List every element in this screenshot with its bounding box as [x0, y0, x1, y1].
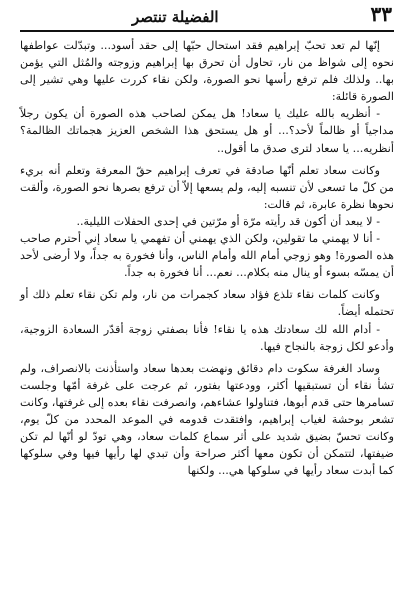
- page-header: [20, 0, 394, 32]
- running-title: الفضيلة تنتصر: [132, 8, 219, 26]
- paragraph: - أنا لا يهمني ما تقولين، ولكن الذي يهمني أن تفهمي يا سعاد إني أحترم صاحب هذه الصورة! وهو زوجي أمام الله وأمام الناس، وأنا فخورة به جداً، ولا أرضى لأحد أن يمسّه بسوء أو ينال منه بكلام... نعم... أنا فخورة به جداً.: [20, 232, 394, 280]
- body-text: [20, 37, 394, 479]
- paragraph: - أنظريه بالله عليك يا سعاد! هل يمكن لصاحب هذه الصورة أن يكون رجلاً مداجياً أو ظالماً لأحد؟... أو هل يستحق هذا الشخص العزيز هجماتك الظالمة؟ أنظريه... يا سعاد لترى صدق ما أقول..: [20, 107, 394, 155]
- paragraph: - أدام الله لك سعادتك هذه يا نقاء! فأنا بصفتي زوجة أقدّر السعادة الزوجية، وأدعو لكل زوجة بالنجاح فيها.: [20, 322, 394, 353]
- paragraph: وساد الغرفة سكوت دام دقائق ونهضت بعدها سعاد واستأذنت بالانصراف، ولم تشأ نقاء أن تستبقيها أكثر، وودعتها بفتور، ثم عرجت على غرفة أمّها وجلست تسامرها حتى قدم أبوها، فتناولوا عشاءهم، وانصرفت نقاء بعده إلى غرفتها، وكانت تشعر بوحشة لغياب إبراهيم، وافتقدت قدومه في الموعد المحدد من كلّ يوم، وكانت تحسّ بضيق شديد على أثر سماع كلمات سعاد، وهي تودّ لو أنّها لم تكن ضيفتها، لتتمكن أن تكون معها أكثر صراحة وأن تبدي لها رأيها فيها وفي سلوكها كما أبدت سعاد رأيها في سلوكها هي... ولكنها: [20, 361, 394, 478]
- paragraph: وكانت سعاد تعلم أنّها صادقة في تعرف إبراهيم حقّ المعرفة وتعلم أنه بريء من كلّ ما تسعى لأن تنسبه إليه، ولم يسعها إلاّ أن ترفع بصرها نحو الصورة، وألقت نحوها نظرة عابرة، ثم قالت:: [20, 163, 394, 211]
- paragraph: وكانت كلمات نقاء تلذع فؤاد سعاد كجمرات من نار، ولم تكن نقاء تعلم ذلك أو تحتمله أيضاً.: [20, 288, 394, 319]
- paragraph: - لا يبعد أن أكون قد رأيته مرّة أو مرّتين في إحدى الحفلات الليلية..: [76, 214, 380, 228]
- page-number: ٣٣: [370, 2, 392, 26]
- paragraph: إنّها لم تعد تحبّ إبراهيم فقد استحال حبّها إلى حقد أسود... وتبدّلت عواطفها نحوه إلى شواظ من نار، تحاول أن تحرق بها إبراهيم وزوجته والمُثل التي يؤمن بها.. ولذلك فلم ترفع رأسها نحو الصورة، ولكن نقاء كررت عليها وهي تشير إلى الصورة قائلة:: [20, 39, 394, 104]
